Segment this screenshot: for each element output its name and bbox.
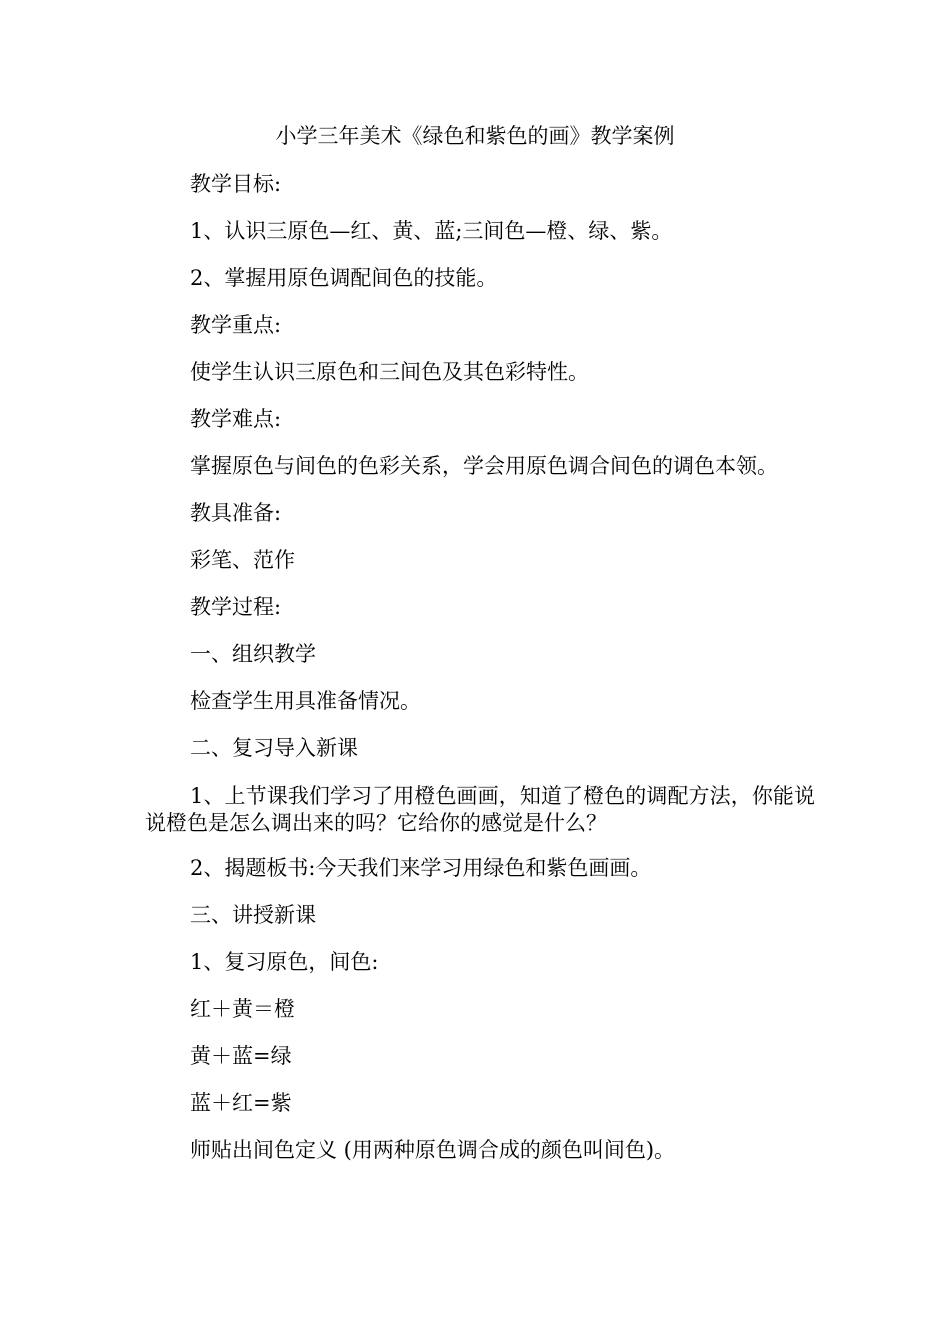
heading-process: 教学过程: — [190, 595, 282, 619]
color-formula-purple: 蓝＋红=紫 — [190, 1091, 292, 1115]
difficulties-text: 掌握原色与间色的色彩关系，学会用原色调合间色的调色本领。 — [190, 454, 778, 478]
goal-item-2: 2、掌握用原色调配间色的技能。 — [190, 266, 498, 290]
heading-teaching-goals: 教学目标: — [190, 172, 282, 196]
document-title: 小学三年美术《绿色和紫色的画》教学案例 — [275, 124, 675, 148]
key-points-text: 使学生认识三原色和三间色及其色彩特性。 — [190, 360, 589, 384]
heading-materials: 教具准备: — [190, 501, 282, 525]
heading-difficulties: 教学难点: — [190, 407, 282, 431]
materials-text: 彩笔、范作 — [190, 548, 295, 572]
secondary-color-definition: 师贴出间色定义 (用两种原色调合成的颜色叫间色)。 — [190, 1138, 676, 1162]
color-formula-green: 黄＋蓝=绿 — [190, 1044, 292, 1068]
section-1-heading: 一、组织教学 — [190, 642, 316, 666]
section-3-heading: 三、讲授新课 — [190, 903, 316, 927]
section-3-item-1: 1、复习原色，间色: — [190, 950, 379, 974]
section-2-item-2: 2、揭题板书:今天我们来学习用绿色和紫色画画。 — [190, 856, 652, 880]
section-1-text: 检查学生用具准备情况。 — [190, 689, 421, 713]
color-formula-orange: 红＋黄＝橙 — [190, 997, 295, 1021]
section-2-heading: 二、复习导入新课 — [190, 736, 358, 760]
heading-key-points: 教学重点: — [190, 313, 282, 337]
section-2-item-1: 1、上节课我们学习了用橙色画画，知道了橙色的调配方法，你能说说橙色是怎么调出来的吗？它给你的感觉是什么？ — [145, 784, 815, 835]
goal-item-1: 1、认识三原色—红、黄、蓝;三间色—橙、绿、紫。 — [190, 219, 673, 243]
